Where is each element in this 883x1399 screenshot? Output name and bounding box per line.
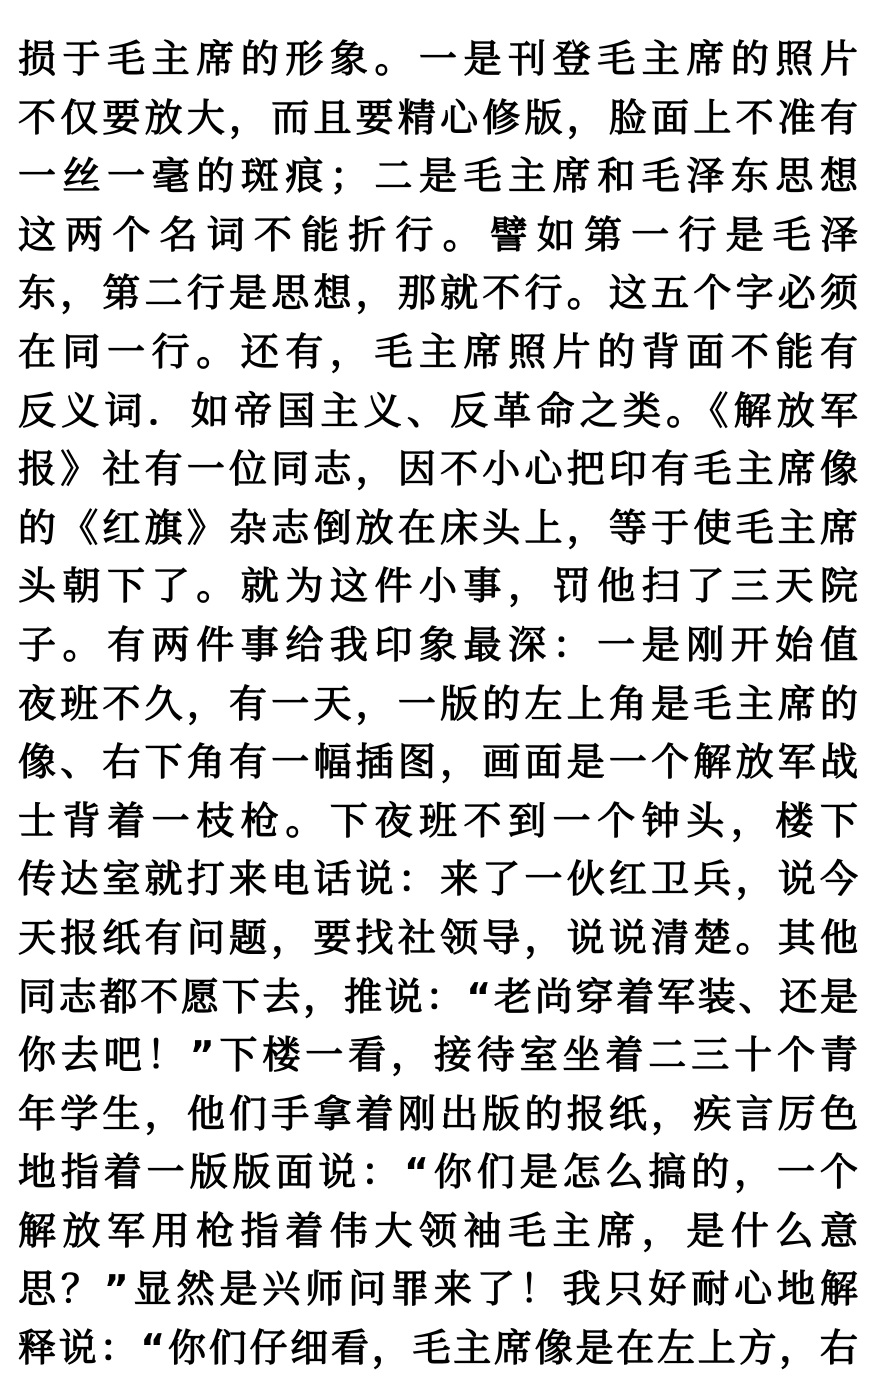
text-line-1: 损于毛主席的形象。一是刊登毛主席的照片 <box>18 37 858 81</box>
text-line-10: 头朝下了。就为这件小事，罚他扫了三天院 <box>18 564 858 609</box>
text-line-17: 同志都不愿下去，推说：“老尚穿着军装、还是 <box>18 974 858 1019</box>
text-line-14: 士背着一枝枪。下夜班不到一个钟头，楼下 <box>18 798 858 843</box>
text-line-19: 年学生，他们手拿着刚出版的报纸，疾言厉色 <box>18 1091 858 1136</box>
text-line-12: 夜班不久，有一天，一版的左上角是毛主席的 <box>18 681 858 726</box>
text-line-3: 一丝一毫的斑痕；二是毛主席和毛泽东思想 <box>18 154 858 199</box>
text-line-16: 天报纸有问题，要找社领导，说说清楚。其他 <box>18 915 858 960</box>
text-line-5: 东，第二行是思想，那就不行。这五个字必须 <box>18 271 858 316</box>
text-line-18: 你去吧！”下楼一看，接待室坐着二三十个青 <box>18 1033 858 1078</box>
text-line-22: 思？”显然是兴师问罪来了！我只好耐心地解 <box>18 1267 858 1312</box>
text-line-9: 的《红旗》杂志倒放在床头上，等于使毛主席 <box>18 505 858 550</box>
text-line-4: 这两个名词不能折行。譬如第一行是毛泽 <box>18 212 858 257</box>
text-line-13: 像、右下角有一幅插图，画面是一个解放军战 <box>18 740 858 785</box>
text-line-20: 地指着一版版面说：“你们是怎么搞的，一个 <box>18 1150 858 1195</box>
text-line-11: 子。有两件事给我印象最深：一是刚开始值 <box>18 622 858 667</box>
text-line-23: 释说：“你们仔细看，毛主席像是在左上方，右 <box>18 1326 858 1371</box>
text-line-15: 传达室就打来电话说：来了一伙红卫兵，说今 <box>18 857 858 902</box>
text-line-7: 反义词．如帝国主义、反革命之类。《解放军 <box>18 388 858 433</box>
text-line-8: 报》社有一位同志，因不小心把印有毛主席像 <box>18 447 858 492</box>
text-line-21: 解放军用枪指着伟大领袖毛主席，是什么意 <box>18 1208 858 1253</box>
text-line-2: 不仅要放大，而且要精心修版，脸面上不准有 <box>18 95 858 140</box>
document-page <box>18 30 858 1378</box>
text-line-6: 在同一行。还有，毛主席照片的背面不能有 <box>18 329 858 374</box>
